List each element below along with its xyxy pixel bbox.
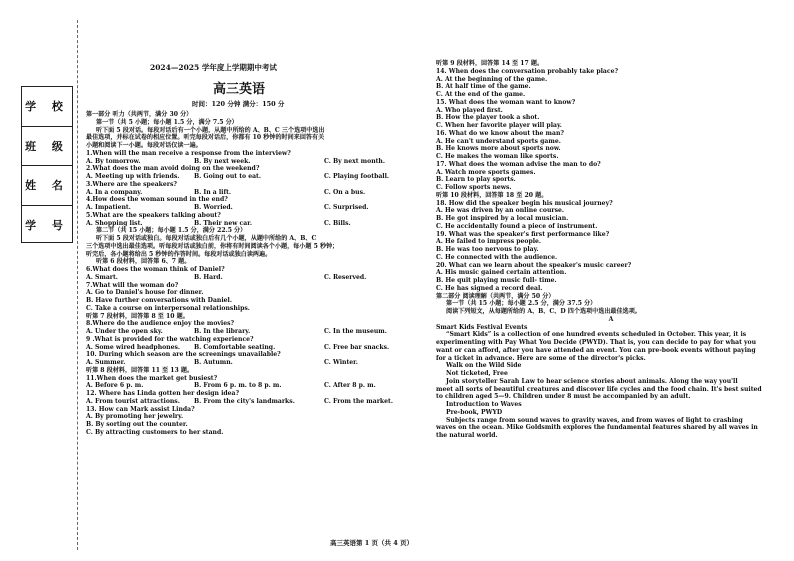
text-line: 听第 6 段材料，回答第 6、7 题。 <box>96 258 191 266</box>
text-line: 小题和阅读下一小题。每段对话仅读一遍。 <box>86 142 202 149</box>
option-row <box>86 204 428 212</box>
text-line: A. Go to Daniel's house for dinner. <box>86 289 204 297</box>
option-text: B. Going out to eat. <box>194 173 261 180</box>
exam-time-score: 时间：120 分钟 满分：150 分 <box>192 100 285 108</box>
text-line: experimenting with Pay What You Decide (PWYD). That is, you can decide to pay for what you <box>436 339 757 346</box>
right-column <box>436 60 786 440</box>
text-line: 9 .What is provided for the watching experience? <box>86 335 254 343</box>
text-line: A. His music gained certain attention. <box>436 269 567 277</box>
text-line: C. He has signed a record deal. <box>436 284 543 292</box>
option-text: B. Hard. <box>194 273 223 281</box>
text-line: 听下面 5 段对话或独白。每段对话或独白后有几个小题，从题中所给的 A、B、C <box>96 235 317 242</box>
option-row <box>86 328 428 336</box>
text-line: 19. What was the speaker's first performance like? <box>436 230 610 238</box>
text-line: 15. What does the woman want to know? <box>436 98 576 106</box>
option-text: B. Their new car. <box>194 219 252 227</box>
text-line: 20. What can we learn about the speaker's music career? <box>436 261 632 269</box>
option-text: C. By next month. <box>324 157 385 165</box>
text-line: 12. Where has Linda gotten her design idea? <box>86 390 240 397</box>
text-line: 听第 8 段材料，回答第 11 至 13 题。 <box>86 366 194 374</box>
text-line: 第一节（共 5 小题；每小题 1.5 分，满分 7.5 分） <box>96 118 238 126</box>
text-line: 三个选项中选出最佳选项。听每段对话或独白前，你将有时间阅读各个小题，每小题 5 秒钟； <box>86 242 339 250</box>
text-line: 第二节（共 15 小题；每小题 1.5 分，满分 22.5 分） <box>96 227 247 235</box>
text-line: A. By promoting her jewelry. <box>86 413 184 421</box>
text-line: C. He connected with the audience. <box>436 253 558 261</box>
option-text: B. By next week. <box>194 157 251 165</box>
option-row <box>86 274 428 282</box>
option-text: C. Free bar snacks. <box>324 343 390 351</box>
text-line: 第二部分 阅读理解（共两节，满分 50 分） <box>436 292 555 300</box>
text-line: 11.When does the market get busiest? <box>86 374 218 382</box>
option-text: B. From the city's landmarks. <box>194 397 295 405</box>
text-line: 听下面 5 段对话。每段对话后有一个小题，从题中所给的 A、B、C 三个选项中选出 <box>96 126 325 134</box>
text-line: 18. How did the speaker begin his musical journey? <box>436 199 613 207</box>
text-line: 阅读下列短文，从每题所给的 A、B、C、D 四个选项中选出最佳选项。 <box>446 308 641 315</box>
option-row <box>86 158 428 166</box>
text-line: 17. What does the woman advise the man to do? <box>436 160 601 168</box>
text-line: C. He accidentally found a piece of instrument. <box>436 222 598 230</box>
option-text: A. Impatient. <box>86 204 131 211</box>
option-row <box>86 398 428 406</box>
option-text: A. Meeting up with friends. <box>86 173 180 180</box>
text-line: A. He failed to impress people. <box>436 238 542 246</box>
text-line: 第一节（共 15 小题；每小题 2.5 分，满分 37.5 分） <box>446 300 597 308</box>
text-line: 听第 7 段材料，回答第 8 至 10 题。 <box>86 312 189 320</box>
text-line: Join storyteller Sarah Law to hear science stories about animals. Along the way you'll <box>446 377 738 385</box>
text-line: “Smart Kids” is a collection of one hundred events scheduled in October. This year, it is <box>446 331 747 339</box>
option-text: C. Reserved. <box>324 273 367 281</box>
text-line: B. He got inspired by a local musician. <box>436 215 569 222</box>
text-line: 2.What does the man avoid doing on the weekend? <box>86 165 260 173</box>
option-text: A. Smart. <box>86 273 118 281</box>
option-row <box>86 173 428 181</box>
text-line: A. Who played first. <box>436 106 503 114</box>
info-label: 学 号 <box>25 218 69 232</box>
option-text: C. Playing football. <box>324 173 390 180</box>
info-label: 姓 名 <box>22 166 72 206</box>
option-text: C. In the museum. <box>324 328 387 335</box>
option-text: C. On a bus. <box>324 188 366 196</box>
text-line: for a ticket in advance. Here are some of the director's picks. <box>436 354 646 362</box>
text-line: Walk on the Wild Side <box>446 362 522 370</box>
option-text: C. Winter. <box>324 359 358 366</box>
text-line: 13. How can Mark assist Linda? <box>86 405 195 413</box>
text-line: 1.When will the man receive a response from the interview? <box>86 149 291 157</box>
option-text: B. Worried. <box>194 204 233 211</box>
option-text: C. Bills. <box>324 219 351 227</box>
option-text: A. From tourist attractions. <box>86 397 180 405</box>
text-line: C. At the end of the game. <box>436 91 526 98</box>
text-line: 听完后，各小题将给出 5 秒钟的作答时间。每段对话或独白读两遍。 <box>86 250 272 258</box>
option-text: B. Comfortable seating. <box>194 343 276 351</box>
text-line: 7.What will the woman do? <box>86 281 179 289</box>
text-line: A. Watch more sports games. <box>436 168 536 176</box>
text-line: Pre-book, PWYD <box>446 408 503 416</box>
option-row <box>86 359 428 367</box>
text-line: 10. During which season are the screenings unavailable? <box>86 351 281 359</box>
text-line: B. Learn to play sports. <box>436 176 516 184</box>
option-row <box>86 344 428 352</box>
option-text: C. From the market. <box>324 397 393 405</box>
text-line: Introduction to Waves <box>446 401 522 408</box>
text-line: C. By attracting customers to her stand. <box>86 428 224 436</box>
text-line: A. At the beginning of the game. <box>436 75 548 83</box>
text-line: want or can afford, after you have attended an event. You can pre-book events without paying <box>436 346 756 354</box>
option-text: B. In a lift. <box>194 188 232 196</box>
text-line: waves on the ocean. Mike Goldsmith explores the fundamental features shared by all waves in <box>436 424 758 432</box>
text-line: B. He knows more about sports now. <box>436 145 561 153</box>
option-text: A. Before 6 p. m. <box>86 382 144 390</box>
text-line: the natural world. <box>436 432 498 439</box>
text-line: Smart Kids Festival Events <box>436 323 528 331</box>
text-line: B. He quit playing music full- time. <box>436 277 557 284</box>
text-line: B. At half time of the game. <box>436 83 531 91</box>
option-text: B. From 6 p. m. to 8 p. m. <box>194 382 282 390</box>
text-line: A. He can't understand sports game. <box>436 137 561 145</box>
option-text: A. In a company. <box>86 188 143 196</box>
page-footer: 高三英语第 1 页（共 4 页） <box>330 539 414 547</box>
left-column <box>86 111 428 437</box>
student-info-box <box>21 86 73 243</box>
text-line: 听第 10 段材料，回答第 18 至 20 题。 <box>436 191 548 199</box>
option-text: A. Under the open sky. <box>86 328 163 335</box>
info-label: 班 级 <box>22 127 72 167</box>
text-line: Not ticketed, Free <box>446 370 508 377</box>
exam-subject: 高三英语 <box>213 82 266 97</box>
option-row <box>86 189 428 197</box>
info-label: 学 校 <box>22 87 72 127</box>
fold-line <box>77 20 78 550</box>
text-line: B. He was too nervous to play. <box>436 246 539 253</box>
text-line: 3.Where are the speakers? <box>86 180 177 188</box>
text-line: to children aged 5—9. Children under 8 must be accompanied by an adult. <box>436 393 691 401</box>
text-line: A. He was driven by an online course. <box>436 207 565 215</box>
text-line: 4.How does the woman sound in the end? <box>86 196 228 204</box>
text-line: 听第 9 段材料，回答第 14 至 17 题。 <box>436 60 544 67</box>
text-line: B. Have further conversations with Daniel. <box>86 297 232 304</box>
text-line: 16. What do we know about the man? <box>436 129 564 137</box>
text-line: 5.What are the speakers talking about? <box>86 211 221 219</box>
option-text: A. By tomorrow. <box>86 157 141 165</box>
text-line: B. By sorting out the counter. <box>86 421 188 428</box>
text-line: meet all sorts of beautiful creatures and discover life cycles and the food chain. It's best suited <box>436 385 762 393</box>
option-text: B. In the library. <box>194 328 251 335</box>
text-line: B. How the player took a shot. <box>436 114 540 122</box>
text-line: 8.Where do the audience enjoy the movies? <box>86 320 235 328</box>
text-line: 最佳选项，并标在试卷的相应位置。听完每段对话后，你都有 10 秒钟的时间来回答有关 <box>86 134 325 142</box>
text-line: 6.What does the woman think of Daniel? <box>86 266 225 273</box>
exam-term: 2024—2025 学年度上学期期中考试 <box>150 63 277 72</box>
option-text: B. Autumn. <box>194 359 233 366</box>
option-text: A. Shopping list. <box>86 219 143 227</box>
text-line: C. Follow sports news. <box>436 184 512 191</box>
option-row <box>86 220 428 228</box>
option-text: C. After 8 p. m. <box>324 382 376 390</box>
text-line: 14. When does the conversation probably take place? <box>436 67 619 75</box>
text-line: C. Take a course on interpersonal relationships. <box>86 304 250 312</box>
text-line: C. When her favorite player will play. <box>436 122 562 129</box>
text-line: A <box>608 315 614 323</box>
option-text: C. Surprised. <box>324 204 369 211</box>
text-line: Subjects range from sound waves to gravity waves, and from waves of light to crashing <box>446 416 743 424</box>
text-line: 第一部分 听力（共两节，满分 30 分） <box>86 111 193 118</box>
text-line: C. He makes the woman like sports. <box>436 153 559 160</box>
option-text: A. Summer. <box>86 359 126 366</box>
option-row <box>86 382 428 390</box>
option-text: A. Some wired headphones. <box>86 343 181 351</box>
